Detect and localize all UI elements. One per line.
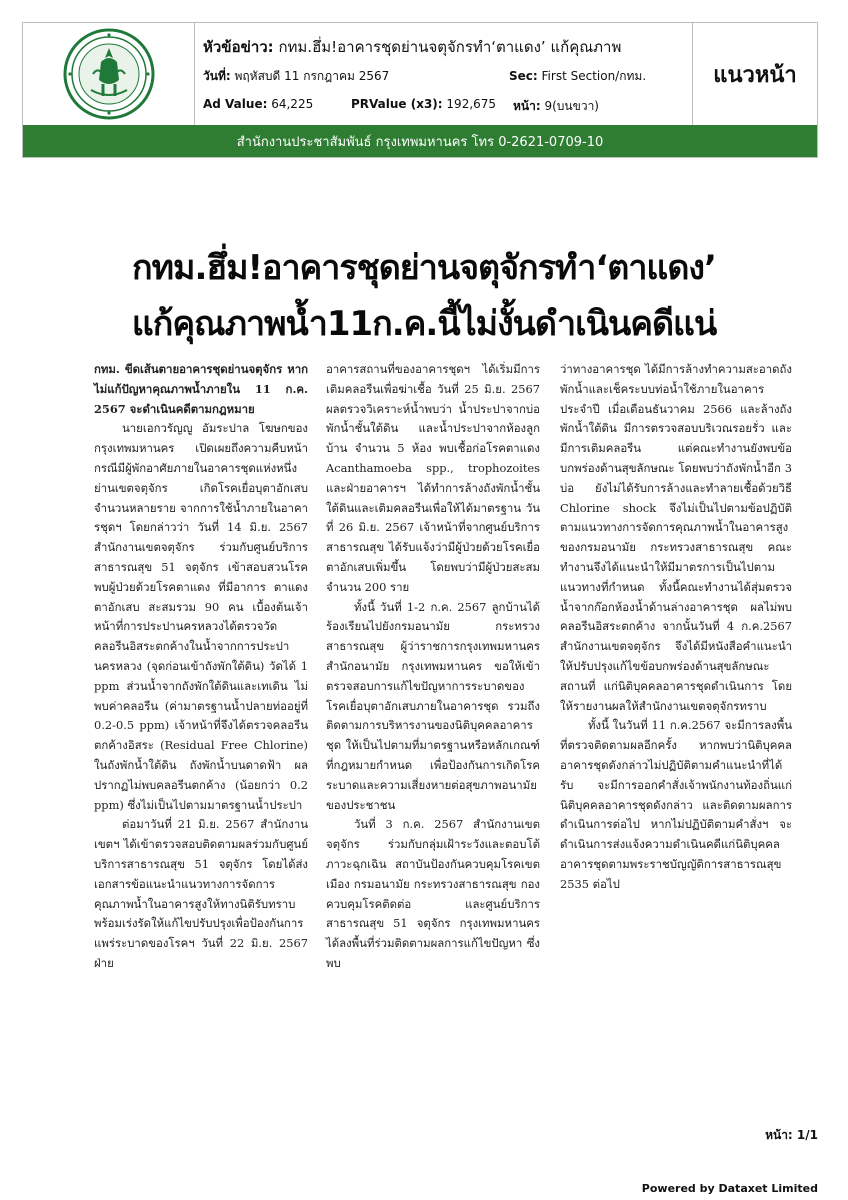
ad-value-row bbox=[203, 97, 313, 111]
article-title-line-2: แก้คุณภาพน้ำ11ก.ค.นี้ไม่งั้นดำเนินคดีแน่ bbox=[131, 304, 717, 344]
pr-value: 192,675 bbox=[446, 97, 497, 111]
pr-value-label: PRValue (x3): bbox=[351, 97, 443, 111]
article-paragraph: นายเอกวรัญญู อัมระปาล โฆษกของกรุงเทพมหานคร เปิดเผยถึงความคืบหน้ากรณีมีผู้พักอาศัยภายในอาคารชุดแห่งหนึ่งย่านเขตจตุจักร เกิดโรคเยื่อบุตาอักเสบจำนวนหลายราย จากการใช้น้ำภายในอาคารชุดฯ โดยกล่าวว่า วันที่ 14 มิ.ย. 2567 สำนักงานเขตจตุจักร ร่วมกับศูนย์บริการสาธารณสุข 51 จตุจักร เข้าสอบสวนโรค พบผู้ป่วยด้วยโรคตาแดง ที่มีอาการ ตาแดง ตาอักเสบ สะสมรวม 90 คน เบื้องต้นเจ้าหน้าที่การประปานครหลวงได้ตรวจวัดคลอรีนอิสระตกค้างในน้ำจากการประปานครหลวง (จุดก่อนเข้าถังพักใต้ดิน) วัดได้ 1 ppm ส่วนน้ำจากถังพักใต้ดินและเทเดิน ไม่พบค่าคลอรีน (ค่ามาตรฐานน้ำปลายท่ออยู่ที่ 0.2-0.5 ppm) เจ้าหน้าที่จึงได้ตรวจคลอรีนตกค้างอิสระ (Residual Free Chlorine) ในถังพักน้ำใต้ดิน ถังพักน้ำบนดาดฟ้า ผลปรากฏไม่พบคลอรีนตกค้าง (น้อยกว่า 0.2 ppm) ซึ่งไม่เป็นไปตามมาตรฐานน้ำประปา bbox=[94, 421, 308, 812]
article-paragraph: วันที่ 3 ก.ค. 2567 สำนักงานเขตจตุจักร ร่วมกับกลุ่มเฝ้าระวังและตอบโต้ภาวะฉุกเฉิน สถาบันป้องกันควบคุมโรคเขตเมือง กรมอนามัย กระทรวงสาธารณสุข กองควบคุมโรคติดต่อ และศูนย์บริการสาธารณสุข 51 จตุจักร กรุงเทพมหานคร ได้ลงพื้นที่ร่วมติดตามผลการแก้ไขปัญหา ซึ่งพบ bbox=[326, 817, 540, 970]
bma-logo-cell bbox=[23, 23, 195, 125]
date-value: พฤหัสบดี 11 กรกฎาคม 2567 bbox=[234, 69, 390, 83]
article-paragraph: ทั้งนี้ ในวันที่ 11 ก.ค.2567 จะมีการลงพื้นที่ตรวจติดตามผลอีกครั้ง หากพบว่านิติบุคคลอาคารชุดดังกล่าวไม่ปฏิบัติตามคำแนะนำที่ได้รับ จะมีการออกคำสั่งเจ้าพนักงานท้องถิ่นแก่นิติบุคคลอาคารชุดดังกล่าว และติดตามผลการดำเนินการต่อไป หากไม่ปฏิบัติตามคำสั่งฯ จะดำเนินการส่งแจ้งความดำเนินคดีแก่นิติบุคคลอาคารชุดตามพระราชบัญญัติการสาธารณสุข 2535 ต่อไป bbox=[560, 718, 792, 891]
page-label: หน้า: bbox=[513, 99, 541, 113]
bma-seal-logo bbox=[63, 28, 155, 120]
powered-by: Powered by Dataxet Limited bbox=[641, 1182, 818, 1195]
date-row bbox=[203, 67, 389, 86]
article-paragraph: ทั้งนี้ วันที่ 1-2 ก.ค. 2567 ลูกบ้านได้ร้องเรียนไปยังกรมอนามัย กระทรวงสาธารณสุข ผู้ว่าราชการกรุงเทพมหานคร สำนักอนามัย กรุงเทพมหานคร ขอให้เข้าตรวจสอบการแก้ไขปัญหาการระบาดของโรคเยื่อบุตาอักเสบภายในอาคารชุด รวมถึงติดตามการบริหารงานของนิติบุคคลอาคารชุด ให้เป็นไปตามที่มาตรฐานหรือหลักเกณฑ์ที่กฎหมายกำหนด เพื่อป้องกันการเกิดโรคระบาดและความเสี่ยงหายต่อสุขภาพอนามัยของประชาชน bbox=[326, 599, 540, 812]
page-value: 9(บนขวา) bbox=[544, 99, 599, 113]
article-column-2 bbox=[326, 360, 540, 974]
article-title-line-1: กทม.ฮึ่ม!อาคารชุดย่านจตุจักรทำ‘ตาแดง’ bbox=[132, 248, 716, 288]
headline-value: กทม.ฮึ่ม!อาคารชุดย่านจตุจักรทำ‘ตาแดง’ แก้คุณภาพ bbox=[278, 38, 622, 56]
clipping-header bbox=[22, 22, 818, 158]
ad-value: 64,225 bbox=[271, 97, 314, 111]
article-paragraph: ว่าทางอาคารชุด ได้มีการล้างทำความสะอาดถังพักน้ำและเช็คระบบท่อน้ำใช้ภายในอาคารประจำปี เมื่อเดือนธันวาคม 2566 และล้างถังพักน้ำใต้ดิน มีการตรวจสอบบริเวณรอยรั่ว และมีการเติมคลอรีน แต่คณะทำงานยังพบข้อบกพร่องด้านสุขลักษณะ โดยพบว่าถังพักน้ำอีก 3 บ่อ ยังไม่ได้รับการล้างและทำลายเชื้อด้วยวิธี Chlorine shock จึงไม่เป็นไปตามข้อปฏิบัติตามแนวทางการจัดการคุณภาพน้ำในอาคารสูง ของกรมอนามัย กระทรวงสาธารณสุข คณะทำงานจึงได้แนะนำให้มีมาตรการเป็นไปตามแนวทางที่กำหนด ทั้งนี้คณะทำงานได้สุ่มตรวจน้ำจากก๊อกห้องน้ำด้านล่างอาคารชุด ผลไม่พบคลอรีนอิสระตกค้าง จากนั้นวันที่ 4 ก.ค.2567 สำนักงานเขตจตุจักร จึงได้มีหนังสือคำแนะนำให้ปรับปรุงแก้ไขข้อบกพร่องด้านสุขลักษณะสถานที่ แก่นิติบุคคลอาคารชุดดำเนินการ โดยให้รายงานผลให้สำนักงานเขตจตุจักรทราบ bbox=[560, 362, 792, 713]
sec-value: First Section/กทม. bbox=[541, 69, 647, 83]
headline-label: หัวข้อข่าว: bbox=[203, 38, 274, 56]
article-paragraph: อาคารสถานที่ของอาคารชุดฯ ได้เริ่มมีการเติมคลอรีนเพื่อฆ่าเชื้อ วันที่ 25 มิ.ย. 2567 ผลตรวจวิเคราะห์น้ำพบว่า น้ำประปาจากบ่อพักน้ำชั้นใต้ดิน และน้ำประปาจากห้องลูกบ้าน จำนวน 5 ห้อง พบเชื้อก่อโรคตาแดง Acanthamoeba spp., trophozoites และฝ่ายอาคารฯ ได้ทำการล้างถังพักน้ำชั้นใต้ดินและเติมคลอรีนเพื่อให้ได้มาตรฐาน วันที่ 26 มิ.ย. 2567 เจ้าหน้าที่จากศูนย์บริการสาธารณสุข ได้รับแจ้งว่ามีผู้ป่วยด้วยโรคเยื่อตาอักเสบเพิ่มขึ้น โดยพบว่ามีผู้ป่วยสะสม จำนวน 200 ราย bbox=[326, 362, 540, 594]
article-lead: กทม. ขีดเส้นตายอาคารชุดย่านจตุจักร หากไม่แก้ปัญหาคุณภาพน้ำภายใน 11 ก.ค. 2567 จะดำเนินคดีตามกฎหมาย bbox=[94, 362, 308, 416]
date-label: วันที่: bbox=[203, 69, 231, 83]
article-column-1 bbox=[94, 360, 308, 974]
newspaper-name: แนวหน้า bbox=[713, 62, 797, 88]
headline-row bbox=[203, 35, 621, 59]
article-paragraph: ต่อมาวันที่ 21 มิ.ย. 2567 สำนักงานเขตฯ ได้เข้าตรวจสอบติดตามผลร่วมกับศูนย์บริการสาธารณสุข 51 จตุจักร โดยได้ส่งเอกสารข้อแนะนำแนวทางการจัดการคุณภาพน้ำในอาคารสูงให้ทางนิติรับทราบ พร้อมเร่งรัดให้แก้ไขปรับปรุงเพื่อป้องกันการแพร่ระบาดของโรคฯ วันที่ 22 มิ.ย. 2567 ฝ่าย bbox=[94, 817, 308, 970]
pr-value-row bbox=[351, 97, 496, 111]
ad-value-label: Ad Value: bbox=[203, 97, 268, 111]
article-column-3 bbox=[560, 360, 792, 895]
pr-office-bar: สำนักงานประชาสัมพันธ์ กรุงเทพมหานคร โทร 0-2621-0709-10 bbox=[23, 125, 817, 157]
section-row bbox=[509, 67, 646, 86]
page-indicator: หน้า: 1/1 bbox=[765, 1128, 818, 1142]
page-row bbox=[513, 97, 599, 116]
sec-label: Sec: bbox=[509, 69, 538, 83]
clipping-meta bbox=[195, 23, 693, 125]
